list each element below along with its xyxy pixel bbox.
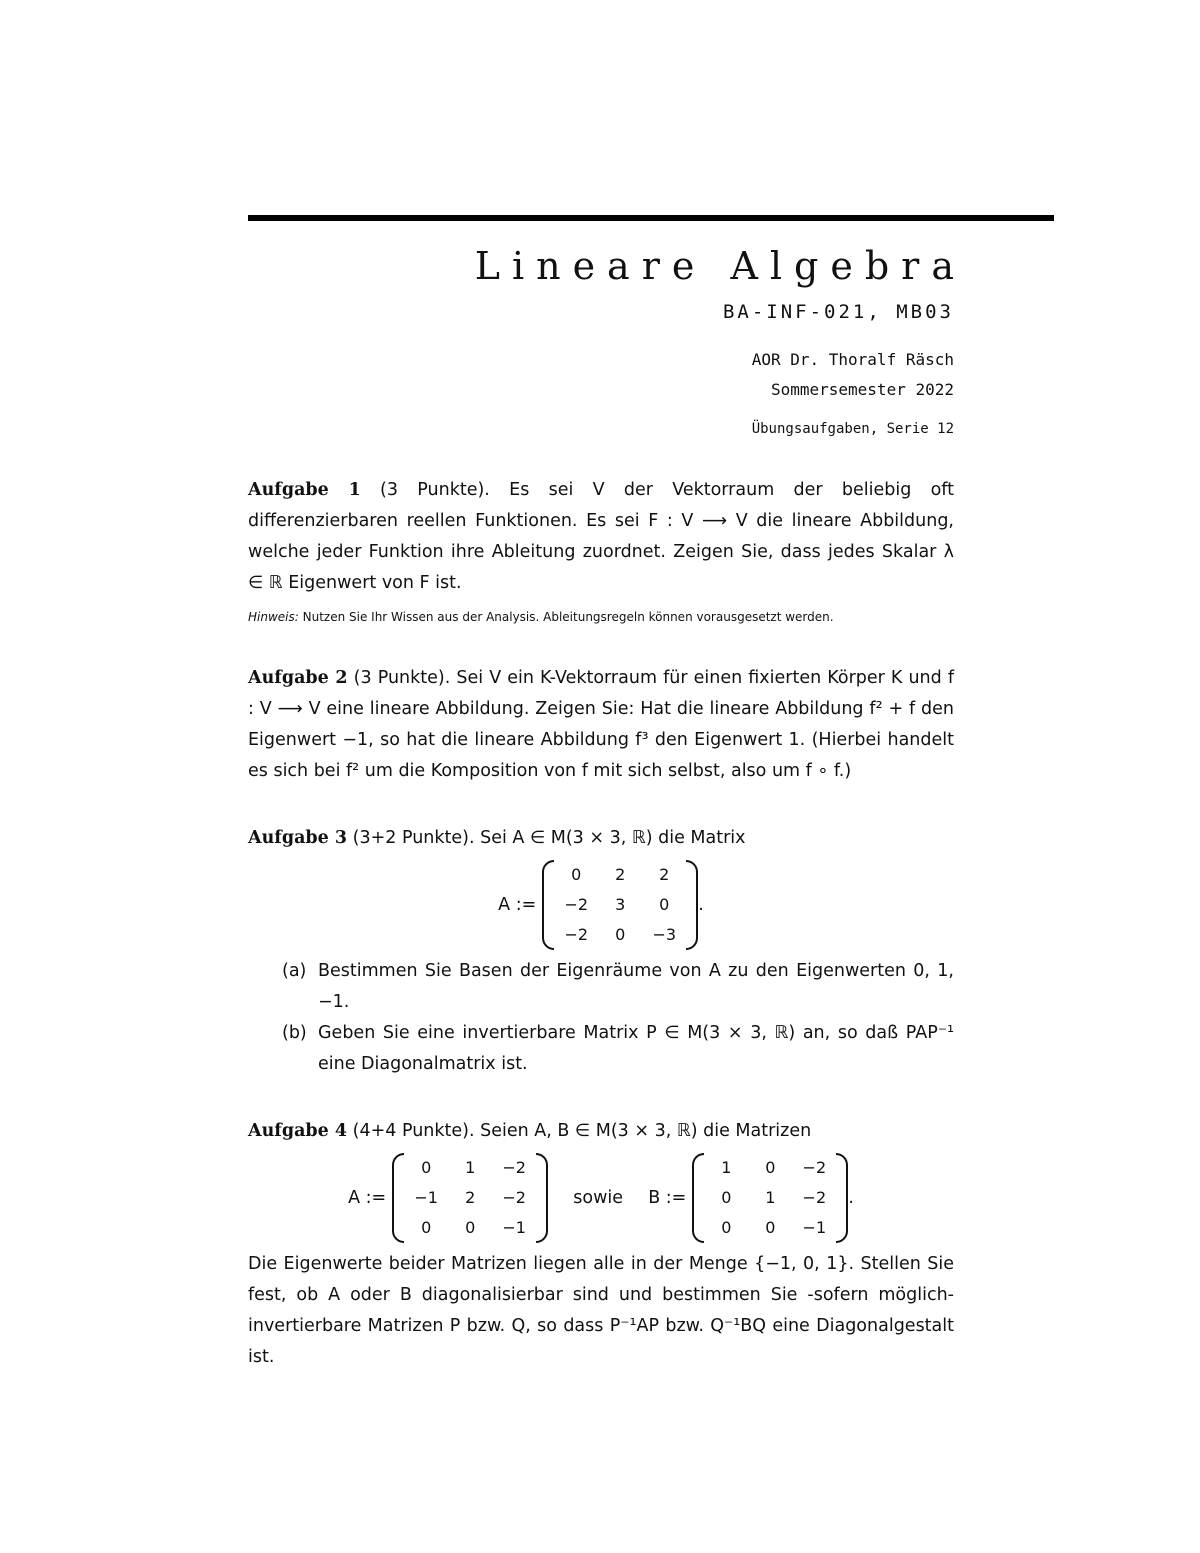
matrix-cell: 1 [765,1188,776,1207]
task-1-heading: Aufgabe 1 [248,480,361,500]
matrix-a-label: A := [498,894,537,915]
matrix-cell: −1 [502,1218,526,1237]
matrix-b-label: B := [648,1187,687,1208]
semester: Sommersemester 2022 [770,380,954,399]
exercise-sheet [248,215,1054,1373]
matrix-a [392,1153,548,1243]
task-1-text: Es sei V der Vektorraum der beliebig oft differenzierbaren reellen Funktionen. Es sei F : V ⟶ V die lineare Abbildung, welche jeder Funktion ihre Ableitung zuordnet. Zeigen Sie, dass jedes Skalar λ ∈ ℝ Eigenwert von F ist. [248,480,954,593]
matrix-a [542,860,698,950]
task-3-subtasks [248,956,954,1080]
matrix-b [692,1153,848,1243]
matrix-cell: 0 [465,1218,476,1237]
matrix-cell: 0 [721,1218,732,1237]
matrix-cell: 1 [465,1158,476,1177]
lecturer-name: AOR Dr. Thoralf Räsch [751,350,954,369]
subtask-a [282,956,954,1018]
task-3-points: (3+2 Punkte). [352,828,475,848]
left-paren [542,860,554,950]
matrix-cell: 2 [659,865,670,884]
subtask-label: (b) [282,1023,307,1043]
header-block [248,243,1054,437]
left-paren [692,1153,704,1243]
course-title: Lineare Algebra [474,244,966,288]
matrix-cell: 0 [659,895,670,914]
matrix-cell: 0 [421,1218,432,1237]
matrix-end: . [848,1187,854,1208]
course-code: BA-INF-021, MB03 [722,301,954,323]
matrix-cell: −2 [802,1158,827,1177]
task-3-heading: Aufgabe 3 [248,828,348,848]
matrix-a-label: A := [348,1187,387,1208]
subtask-label: (a) [282,961,307,981]
task-4-text: Die Eigenwerte beider Matrizen liegen alle in der Menge {−1, 0, 1}. Stellen Sie fest, ob A oder B diagonalisierbar sind und bestimmen Sie -sofern möglich- invertierbare Matrizen P bzw. Q, so dass P⁻¹AP bzw. Q⁻¹BQ eine Diagonalgestalt ist. [248,1254,954,1367]
matrix-cell: 0 [721,1188,732,1207]
task-1-points: (3 Punkte). [380,480,490,500]
matrix-cells [554,860,686,950]
matrix-cell: −2 [802,1188,827,1207]
matrix-cell: −2 [564,925,589,944]
task-4 [248,1116,954,1373]
matrix-cell: −3 [652,925,677,944]
task-2-heading: Aufgabe 2 [248,668,348,688]
matrix-cell: −2 [502,1188,526,1207]
subtask-b [282,1018,954,1080]
matrix-cell: 2 [615,865,626,884]
matrix-cell: 0 [571,865,582,884]
task-4-points: (4+4 Punkte). [352,1121,475,1141]
task-4-intro: Seien A, B ∈ M(3 × 3, ℝ) die Matrizen [480,1121,812,1141]
matrix-cell: 0 [421,1158,432,1177]
sowie-text: sowie [573,1187,624,1208]
matrix-cell: 3 [615,895,626,914]
right-paren [686,860,698,950]
series-label: Übungsaufgaben, Serie 12 [751,421,954,437]
task-3-matrix-row [248,860,954,950]
task-3-intro: Sei A ∈ M(3 × 3, ℝ) die Matrix [480,828,746,848]
task-4-heading: Aufgabe 4 [248,1121,348,1141]
matrix-cell: 2 [465,1188,476,1207]
matrix-cell: −1 [414,1188,438,1207]
matrix-cell: 0 [615,925,626,944]
matrix-cell: −1 [802,1218,827,1237]
matrix-cells [404,1153,536,1243]
header-rule [248,215,1054,221]
tasks [248,475,1054,1373]
subtask-text: Geben Sie eine invertierbare Matrix P ∈ M(3 × 3, ℝ) an, so daß PAP⁻¹ eine Diagonalmatrix ist. [318,1023,954,1074]
task-4-matrix-row [248,1153,954,1243]
matrix-cell: −2 [502,1158,526,1177]
hint-text: Nutzen Sie Ihr Wissen aus der Analysis. Ableitungsregeln können vorausgesetzt werden. [302,610,834,624]
task-2-points: (3 Punkte). [353,668,451,688]
matrix-cell: 0 [765,1218,776,1237]
hint-label: Hinweis: [248,610,299,624]
task-1 [248,475,954,627]
right-paren [836,1153,848,1243]
right-paren [536,1153,548,1243]
matrix-end: . [698,894,704,915]
left-paren [392,1153,404,1243]
task-2-text: Sei V ein K-Vektorraum für einen fixierten Körper K und f : V ⟶ V eine lineare Abbildung. Zeigen Sie: Hat die lineare Abbildung f² + f den Eigenwert −1, so hat die lineare Abbildung f³ den Eigenwert 1. (Hierbei handelt es sich bei f² um die Komposition von f mit sich selbst, also um f ∘ f.) [248,668,954,781]
subtask-text: Bestimmen Sie Basen der Eigenräume von A zu den Eigenwerten 0, 1, −1. [318,961,954,1012]
task-2 [248,663,954,787]
matrix-cell: −2 [564,895,589,914]
matrix-cell: 1 [721,1158,732,1177]
matrix-cells [704,1153,836,1243]
task-3 [248,823,954,1080]
task-1-hint [248,607,954,627]
matrix-cell: 0 [765,1158,776,1177]
